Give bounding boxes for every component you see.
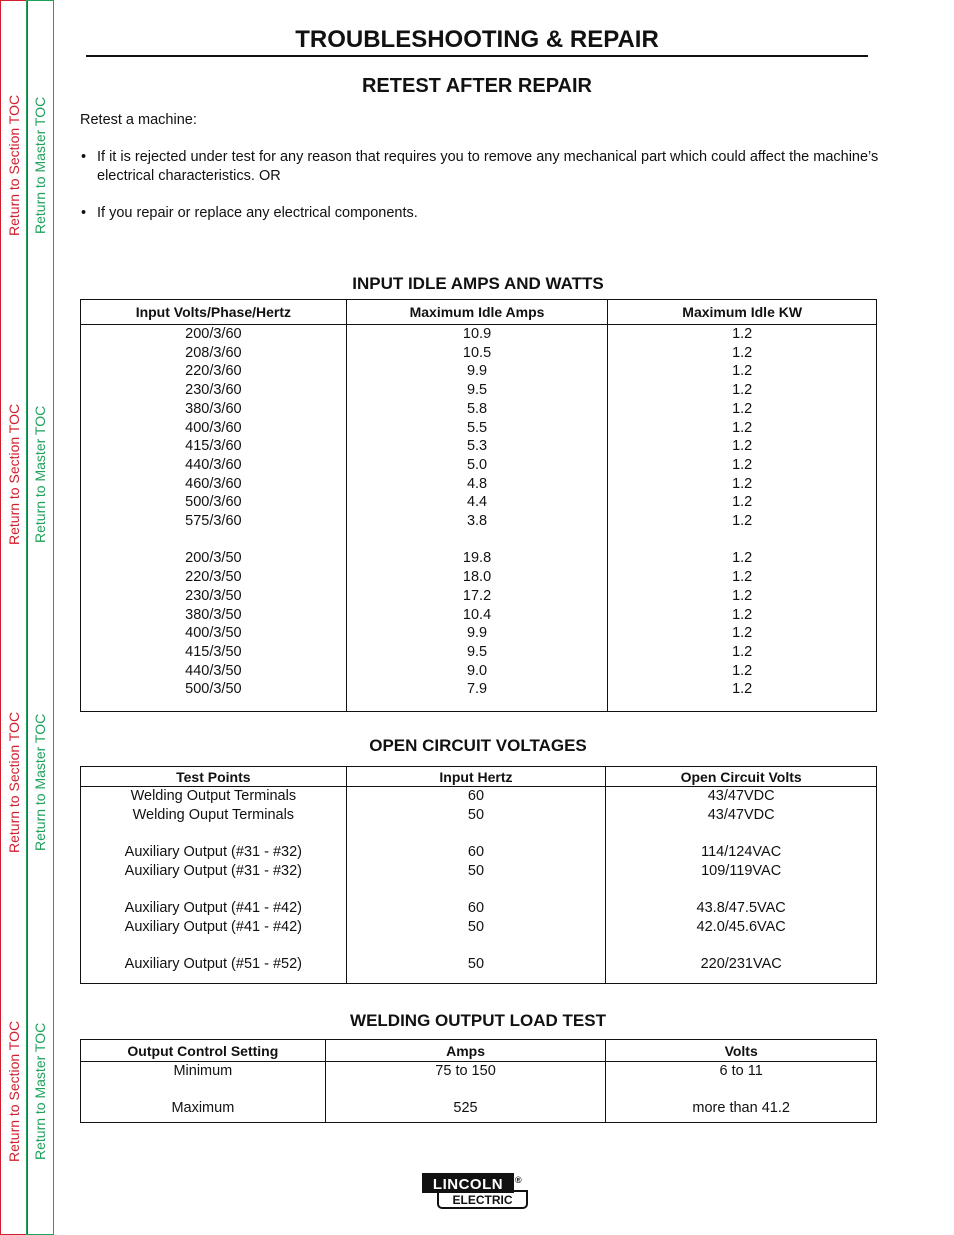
bullet-text: If you repair or replace any electrical components. — [97, 205, 418, 221]
table-row — [81, 606, 877, 625]
column-header: Test Points — [81, 767, 347, 787]
table-cell — [81, 699, 347, 712]
table-row — [81, 456, 877, 475]
table-cell: 109/119VAC — [606, 862, 877, 881]
table-cell: 1.2 — [608, 381, 877, 400]
table-cell: 1.2 — [608, 643, 877, 662]
column-header: Output Control Setting — [81, 1040, 326, 1062]
table-cell: more than 41.2 — [606, 1099, 877, 1118]
load-test-table — [80, 1039, 877, 1123]
table-cell — [346, 881, 606, 900]
table-cell: 50 — [346, 806, 606, 825]
table-cell — [346, 531, 608, 550]
table-cell: 1.2 — [608, 362, 877, 381]
table-row — [81, 512, 877, 531]
table-cell: Auxiliary Output (#41 - #42) — [124, 918, 302, 935]
table-row — [81, 955, 877, 974]
section-toc-link[interactable]: Return to Section TOC — [6, 94, 22, 236]
table-cell: Auxiliary Output (#51 - #52) — [124, 956, 302, 973]
table-row — [81, 1081, 877, 1100]
table-cell — [346, 824, 606, 843]
table-cell: 5.3 — [346, 437, 608, 456]
bullet-text: If it is rejected under test for any reason that requires you to remove any mechanical part which could affect the machine’s electrical characteristics. OR — [97, 149, 879, 184]
table-row — [81, 549, 877, 568]
table-row — [81, 680, 877, 699]
title-divider — [86, 55, 868, 57]
table-cell — [606, 974, 877, 984]
table-cell: 400/3/50 — [185, 625, 242, 642]
table-cell: Welding Output Terminals — [130, 788, 297, 804]
table-row — [81, 643, 877, 662]
table-cell: 4.4 — [346, 493, 608, 512]
table-cell: Auxiliary Output (#41 - #42) — [124, 900, 302, 917]
table-cell: 1.2 — [608, 400, 877, 419]
table-cell: 400/3/60 — [185, 419, 242, 436]
table-cell — [346, 937, 606, 956]
table-cell: 415/3/50 — [185, 643, 242, 660]
logo-bottom: ELECTRIC — [437, 1190, 528, 1209]
table-row — [81, 493, 877, 512]
open-circuit-voltages-table — [80, 766, 877, 984]
table-cell: 1.2 — [608, 437, 877, 456]
table-row — [81, 843, 877, 862]
table-cell: 10.5 — [346, 344, 608, 363]
table-cell: 18.0 — [346, 568, 608, 587]
table-cell: 50 — [346, 955, 606, 974]
table-cell: 114/124VAC — [606, 843, 877, 862]
table-row — [81, 419, 877, 438]
table-cell: 1.2 — [608, 568, 877, 587]
table-padding-row — [81, 974, 877, 984]
table-row — [81, 344, 877, 363]
table-cell: 220/3/60 — [185, 363, 242, 380]
table-cell: 200/3/50 — [185, 550, 242, 567]
bullet-dot: • — [81, 205, 87, 221]
table-row — [81, 531, 877, 550]
table-row — [81, 787, 877, 806]
table-cell — [81, 937, 347, 956]
table-cell: 1.2 — [608, 419, 877, 438]
intro-lead: Retest a machine: — [80, 112, 197, 128]
table-cell — [346, 699, 608, 712]
table-cell: 1.2 — [608, 549, 877, 568]
table-cell — [81, 1081, 326, 1100]
table-cell: 4.8 — [346, 475, 608, 494]
table-cell: 60 — [346, 843, 606, 862]
table-cell: 75 to 150 — [325, 1062, 606, 1081]
table-row — [81, 862, 877, 881]
table-cell: 60 — [346, 787, 606, 806]
table-cell: 380/3/50 — [185, 606, 242, 623]
page-title: TROUBLESHOOTING & REPAIR — [295, 26, 659, 53]
table-cell — [325, 1081, 606, 1100]
table-cell: 500/3/60 — [185, 494, 242, 511]
table-cell: 42.0/45.6VAC — [606, 918, 877, 937]
table-cell: 1.2 — [608, 587, 877, 606]
bullet-item — [80, 148, 880, 186]
table-cell — [325, 1118, 606, 1123]
table-row — [81, 437, 877, 456]
table-row — [81, 662, 877, 681]
table-cell: 230/3/50 — [185, 587, 242, 604]
master-toc-link[interactable]: Return to Master TOC — [32, 1022, 48, 1160]
section-subtitle: RETEST AFTER REPAIR — [361, 75, 592, 97]
table-row — [81, 1062, 877, 1081]
table-row — [81, 587, 877, 606]
table-cell: Auxiliary Output (#31 - #32) — [124, 844, 302, 861]
column-header: Volts — [606, 1040, 877, 1062]
table-cell: 200/3/60 — [185, 326, 242, 342]
master-toc-link[interactable]: Return to Master TOC — [32, 96, 48, 234]
table-cell: 1.2 — [608, 624, 877, 643]
table-cell: 230/3/60 — [185, 382, 242, 399]
table-cell: 43/47VDC — [606, 787, 877, 806]
table-cell: 17.2 — [346, 587, 608, 606]
table-cell: 1.2 — [608, 606, 877, 625]
table-cell: 415/3/60 — [185, 438, 242, 455]
column-header: Maximum Idle KW — [608, 300, 877, 325]
table-cell: 5.5 — [346, 419, 608, 438]
table-row — [81, 806, 877, 825]
table-cell — [81, 1118, 326, 1123]
table-row — [81, 381, 877, 400]
table-row — [81, 824, 877, 843]
column-header: Amps — [325, 1040, 606, 1062]
table-cell: 10.9 — [346, 325, 608, 344]
table-cell: 380/3/60 — [185, 400, 242, 417]
table-row — [81, 325, 877, 344]
table-cell: 10.4 — [346, 606, 608, 625]
column-header: Maximum Idle Amps — [346, 300, 608, 325]
table-cell: Maximum — [171, 1100, 235, 1117]
table-cell: 1.2 — [608, 512, 877, 531]
table-cell: 9.5 — [346, 381, 608, 400]
table-cell — [606, 1118, 877, 1123]
column-header: Open Circuit Volts — [606, 767, 877, 787]
table-row — [81, 881, 877, 900]
table-cell: 50 — [346, 862, 606, 881]
table-cell: 1.2 — [608, 325, 877, 344]
table-cell: 1.2 — [608, 493, 877, 512]
load-table-heading: WELDING OUTPUT LOAD TEST — [350, 1011, 606, 1030]
table-cell — [606, 881, 877, 900]
table-cell: 575/3/60 — [185, 513, 242, 530]
table-cell: 1.2 — [608, 344, 877, 363]
table-cell — [346, 974, 606, 984]
logo-top: LINCOLN — [422, 1173, 514, 1193]
ocv-table-heading: OPEN CIRCUIT VOLTAGES — [369, 736, 587, 755]
master-toc-link[interactable]: Return to Master TOC — [32, 405, 48, 543]
table-cell: 9.9 — [346, 624, 608, 643]
table-cell: 220/3/50 — [185, 569, 242, 586]
table-cell: 43.8/47.5VAC — [606, 899, 877, 918]
table-row — [81, 362, 877, 381]
table-cell — [81, 974, 347, 984]
table-cell — [81, 881, 347, 900]
bullet-item — [80, 204, 880, 223]
table-row — [81, 568, 877, 587]
registered-mark: ® — [515, 1175, 522, 1185]
table-cell: Auxiliary Output (#31 - #32) — [124, 862, 302, 879]
table-cell: 1.2 — [608, 456, 877, 475]
table-cell: 208/3/60 — [185, 344, 242, 361]
table-cell: 5.8 — [346, 400, 608, 419]
table-row — [81, 918, 877, 937]
table-cell: 220/231VAC — [606, 955, 877, 974]
table-cell: 525 — [325, 1099, 606, 1118]
table-row — [81, 1099, 877, 1118]
table-cell: 43/47VDC — [606, 806, 877, 825]
column-header: Input Volts/Phase/Hertz — [81, 300, 347, 325]
table-cell: 9.5 — [346, 643, 608, 662]
lincoln-electric-logo — [422, 1173, 528, 1209]
table-cell — [608, 699, 877, 712]
section-toc-link[interactable]: Return to Section TOC — [6, 711, 22, 853]
table-row — [81, 899, 877, 918]
table-row — [81, 937, 877, 956]
table-cell: 9.9 — [346, 362, 608, 381]
table-cell: 6 to 11 — [606, 1062, 877, 1081]
table-cell — [608, 531, 877, 550]
section-toc-link[interactable]: Return to Section TOC — [6, 1020, 22, 1162]
table-cell: 1.2 — [608, 680, 877, 699]
table-padding-row — [81, 1118, 877, 1123]
table-padding-row — [81, 699, 877, 712]
table-cell: 60 — [346, 899, 606, 918]
idle-amps-table — [80, 299, 877, 712]
table-row — [81, 475, 877, 494]
table-cell: 5.0 — [346, 456, 608, 475]
table-cell — [606, 937, 877, 956]
idle-table-heading: INPUT IDLE AMPS AND WATTS — [352, 274, 604, 293]
table-cell — [81, 824, 347, 843]
table-cell: Welding Ouput Terminals — [132, 806, 295, 823]
table-cell: 9.0 — [346, 662, 608, 681]
table-cell: 19.8 — [346, 549, 608, 568]
table-cell — [606, 824, 877, 843]
table-row — [81, 400, 877, 419]
table-cell: 50 — [346, 918, 606, 937]
table-cell: 460/3/60 — [185, 475, 242, 492]
table-cell: 440/3/50 — [185, 662, 242, 679]
table-row — [81, 624, 877, 643]
table-cell: 3.8 — [346, 512, 608, 531]
table-cell: 440/3/60 — [185, 456, 242, 473]
column-header: Input Hertz — [346, 767, 606, 787]
table-cell: 1.2 — [608, 662, 877, 681]
table-cell: Minimum — [173, 1063, 233, 1079]
table-cell — [606, 1081, 877, 1100]
table-cell: 1.2 — [608, 475, 877, 494]
table-cell: 500/3/50 — [185, 681, 242, 698]
table-cell — [81, 531, 347, 550]
table-cell: 7.9 — [346, 680, 608, 699]
bullet-dot: • — [81, 149, 87, 165]
section-toc-link[interactable]: Return to Section TOC — [6, 403, 22, 545]
master-toc-link[interactable]: Return to Master TOC — [32, 713, 48, 851]
